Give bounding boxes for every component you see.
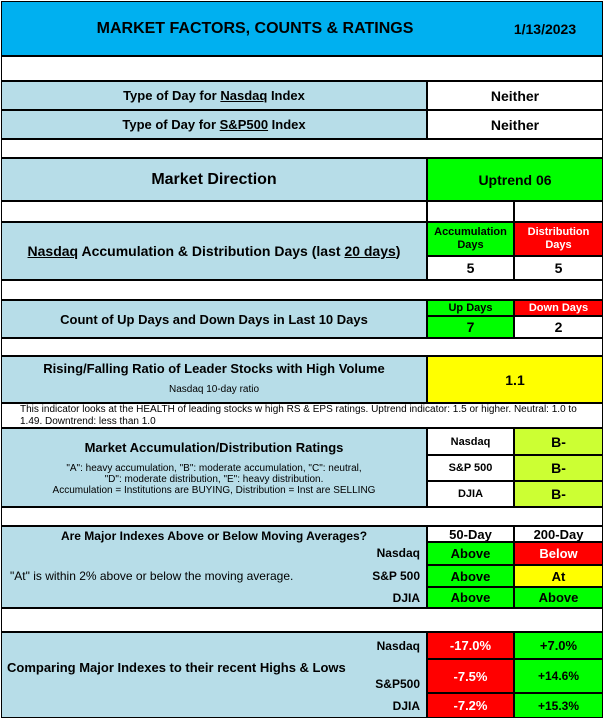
moving-averages-note: "At" is within 2% above or below the moving average. [10,569,294,583]
rising-falling-value: 1.1 [427,356,603,403]
up-down-days-label: Count of Up Days and Down Days in Last 10 Days [1,300,427,338]
accumulation-days-value: 5 [427,256,514,280]
ad-rating-nasdaq: B- [514,428,603,455]
ma-sp500-50: Above [427,565,514,587]
up-days-header: Up Days [427,300,514,316]
type-of-day-nasdaq-label: Type of Day for Nasdaq Index [1,81,427,110]
accumulation-days-header: Accumulation Days [427,222,514,256]
ma-index-djia: DJIA [392,590,420,605]
accum-dist-days-label: Nasdaq Accumulation & Distribution Days (last 20 days) [1,222,427,280]
hl-djia-from-low: +15.3% [514,693,603,718]
spacer-row [1,56,603,81]
ma-index-nasdaq: Nasdaq [376,546,420,560]
nasdaq-link[interactable]: Nasdaq [220,88,268,103]
up-days-value: 7 [427,316,514,338]
hl-index-nasdaq: Nasdaq [376,638,420,653]
spacer-row [1,280,603,300]
ma-nasdaq-200: Below [514,542,603,565]
ad-ratings-panel [1,428,427,507]
ad-ratings-desc-1: "A": heavy accumulation, "B": moderate accumulation, "C": neutral, [66,462,362,474]
distribution-days-header: Distribution Days [514,222,603,256]
spacer-row [1,608,603,632]
ad-ratings-desc-3: Accumulation = Institutions are BUYING, Distribution = Inst are SELLING [52,484,376,496]
hl-djia-from-high: -7.2% [427,693,514,718]
ma-index-sp500: S&P 500 [372,569,420,583]
page-title: MARKET FACTORS, COUNTS & RATINGS [96,20,414,37]
down-days-value: 2 [514,316,603,338]
ma-col-200day: 200-Day [514,526,603,542]
ma-sp500-200: At [514,565,603,587]
ad-rating-sp500: B- [514,455,603,481]
hl-nasdaq-from-low: +7.0% [514,632,603,659]
rising-falling-note: This indicator looks at the HEALTH of leading stocks w high RS & EPS ratings. Uptrend indicator: 1.5 or higher. Neutral: 1.0 to 1.49. Downtrend: less than 1.0 [1,403,603,428]
ad-rating-index-sp500: S&P 500 [427,455,514,481]
spacer-row [1,338,603,356]
ad-ratings-title: Market Accumulation/Distribution Ratings [84,439,344,455]
highs-lows-title: Comparing Major Indexes to their recent Highs & Lows [7,659,346,675]
spacer-row [1,507,603,526]
twenty-days-link[interactable]: 20 days [344,243,396,259]
market-direction-label: Market Direction [1,158,427,201]
ad-ratings-desc-2: "D": moderate distribution, "E": heavy distribution. [104,473,324,485]
spacer-row [1,201,427,222]
hl-nasdaq-from-high: -17.0% [427,632,514,659]
spacer-row [1,139,603,158]
spacer-cell [514,201,603,222]
market-direction-value: Uptrend 06 [427,158,603,201]
hl-sp500-from-low: +14.6% [514,659,603,693]
ma-nasdaq-50: Above [427,542,514,565]
ma-djia-200: Above [514,587,603,608]
hl-sp500-from-high: -7.5% [427,659,514,693]
ma-djia-50: Above [427,587,514,608]
hl-index-djia: DJIA [392,698,420,713]
rising-falling-sublabel: Nasdaq 10-day ratio [168,383,260,395]
type-of-day-sp500-value: Neither [427,110,603,139]
distribution-days-value: 5 [514,256,603,280]
down-days-header: Down Days [514,300,603,316]
nasdaq-link[interactable]: Nasdaq [27,243,79,259]
moving-averages-title: Are Major Indexes Above or Below Moving Averages? [60,529,368,543]
hl-index-sp500: S&P500 [375,676,420,691]
ad-rating-index-nasdaq: Nasdaq [427,428,514,455]
report-date: 1/13/2023 [513,21,577,37]
sp500-link[interactable]: S&P500 [219,117,269,132]
spacer-cell [427,201,514,222]
ad-rating-djia: B- [514,481,603,507]
rising-falling-title: Rising/Falling Ratio of Leader Stocks with High Volume [43,360,385,376]
ma-col-50day: 50-Day [427,526,514,542]
ad-rating-index-djia: DJIA [427,481,514,507]
type-of-day-sp500-label: Type of Day for S&P500 Index [1,110,427,139]
rising-falling-label [1,356,427,403]
type-of-day-nasdaq-value: Neither [427,81,603,110]
